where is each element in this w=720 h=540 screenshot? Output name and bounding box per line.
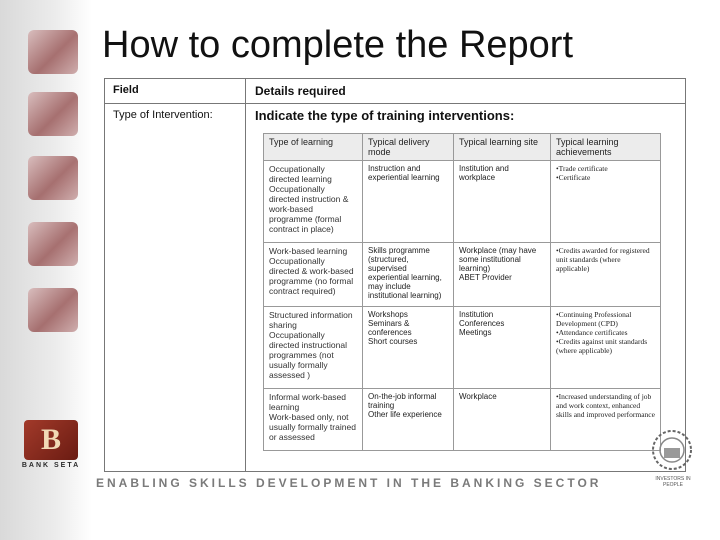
delivery-line: Instruction and experiential learning [368,164,440,182]
type-cell [264,307,363,389]
photo-thumbnail [28,288,78,332]
type-desc: Occupationally directed & work-based programme (no formal contract required) [269,256,354,296]
delivery-line: Workshops [368,310,408,319]
achievement-cell [551,161,661,243]
achievement-cell [551,389,661,451]
delivery-line: conferences [368,328,412,337]
delivery-cell [363,307,454,389]
photo-thumbnail [28,92,78,136]
column-divider [245,79,246,471]
site-line: Institution and workplace [459,164,509,182]
delivery-line: Other life experience [368,410,442,419]
site-cell [454,243,551,307]
type-title: Informal work-based learning [269,392,347,412]
type-cell [264,243,363,307]
delivery-line: Short courses [368,337,418,346]
site-line: Meetings [459,328,492,337]
seal-caption: INVESTORS IN PEOPLE [655,476,691,488]
intervention-instruction: Indicate the type of training interventions: [255,108,515,123]
table-row [264,243,661,307]
intervention-field-label: Type of Intervention: [113,109,213,121]
delivery-cell [363,243,454,307]
achievement-cell [551,307,661,389]
col-header-site: Typical learning site [454,134,551,161]
delivery-cell [363,161,454,243]
type-desc: Work-based only, not usually formally trained or assessed [269,412,356,442]
details-header: Details required [255,84,346,98]
delivery-line: Seminars & [368,319,410,328]
site-line: Workplace [459,392,497,401]
delivery-line: On-the-job informal training [368,392,437,410]
investors-in-people-seal-icon [650,428,694,472]
bank-seta-logo [20,420,82,482]
type-cell [264,161,363,243]
achievement-line: •Attendance certificates [556,328,628,337]
type-desc: Occupationally directed instructional programmes (not usually formally assessed ) [269,330,347,380]
footer-tagline: ENABLING SKILLS DEVELOPMENT IN THE BANKING SECTOR [96,476,602,490]
site-cell [454,161,551,243]
left-decorative-strip [0,0,92,540]
delivery-line: Skills programme (structured, supervised experiential learning, may include institutional learning) [368,246,442,300]
achievement-line: •Credits against unit standards (where applicable) [556,337,648,355]
table-row [264,389,661,451]
photo-thumbnail [28,222,78,266]
site-line: Conferences [459,319,505,328]
training-interventions-table [263,133,661,451]
header-row [105,79,685,104]
achievement-line: •Trade certificate [556,164,608,173]
achievement-line: •Increased understanding of job and work context, enhanced skills and improved performance [556,392,655,419]
col-header-achievements: Typical learning achievements [551,134,661,161]
field-header: Field [113,84,139,96]
page-title: How to complete the Report [102,24,574,66]
inner-header-row [264,134,661,161]
logo-wordmark: BANK SETA [21,462,81,469]
col-header-type: Type of learning [264,134,363,161]
site-cell [454,389,551,451]
achievement-cell [551,243,661,307]
site-line: ABET Provider [459,273,512,282]
site-line: Workplace (may have some institutional learning) [459,246,537,273]
site-line: Institution [459,310,494,319]
type-cell [264,389,363,451]
site-cell [454,307,551,389]
achievement-line: •Credits awarded for registered unit standards (where applicable) [556,246,650,273]
photo-thumbnail [28,30,78,74]
logo-mark: B [24,420,78,460]
type-desc: Occupationally directed instruction & work-based programme (formal contract in place) [269,184,349,234]
type-title: Structured information sharing [269,310,353,330]
table-row [264,161,661,243]
type-title: Occupationally directed learning [269,164,332,184]
achievement-line: •Certificate [556,173,591,182]
table-row [264,307,661,389]
delivery-cell [363,389,454,451]
type-title: Work-based learning [269,246,348,256]
achievement-line: •Continuing Professional Development (CPD) [556,310,632,328]
photo-thumbnail [28,156,78,200]
col-header-delivery: Typical delivery mode [363,134,454,161]
intervention-row-header [105,104,685,123]
